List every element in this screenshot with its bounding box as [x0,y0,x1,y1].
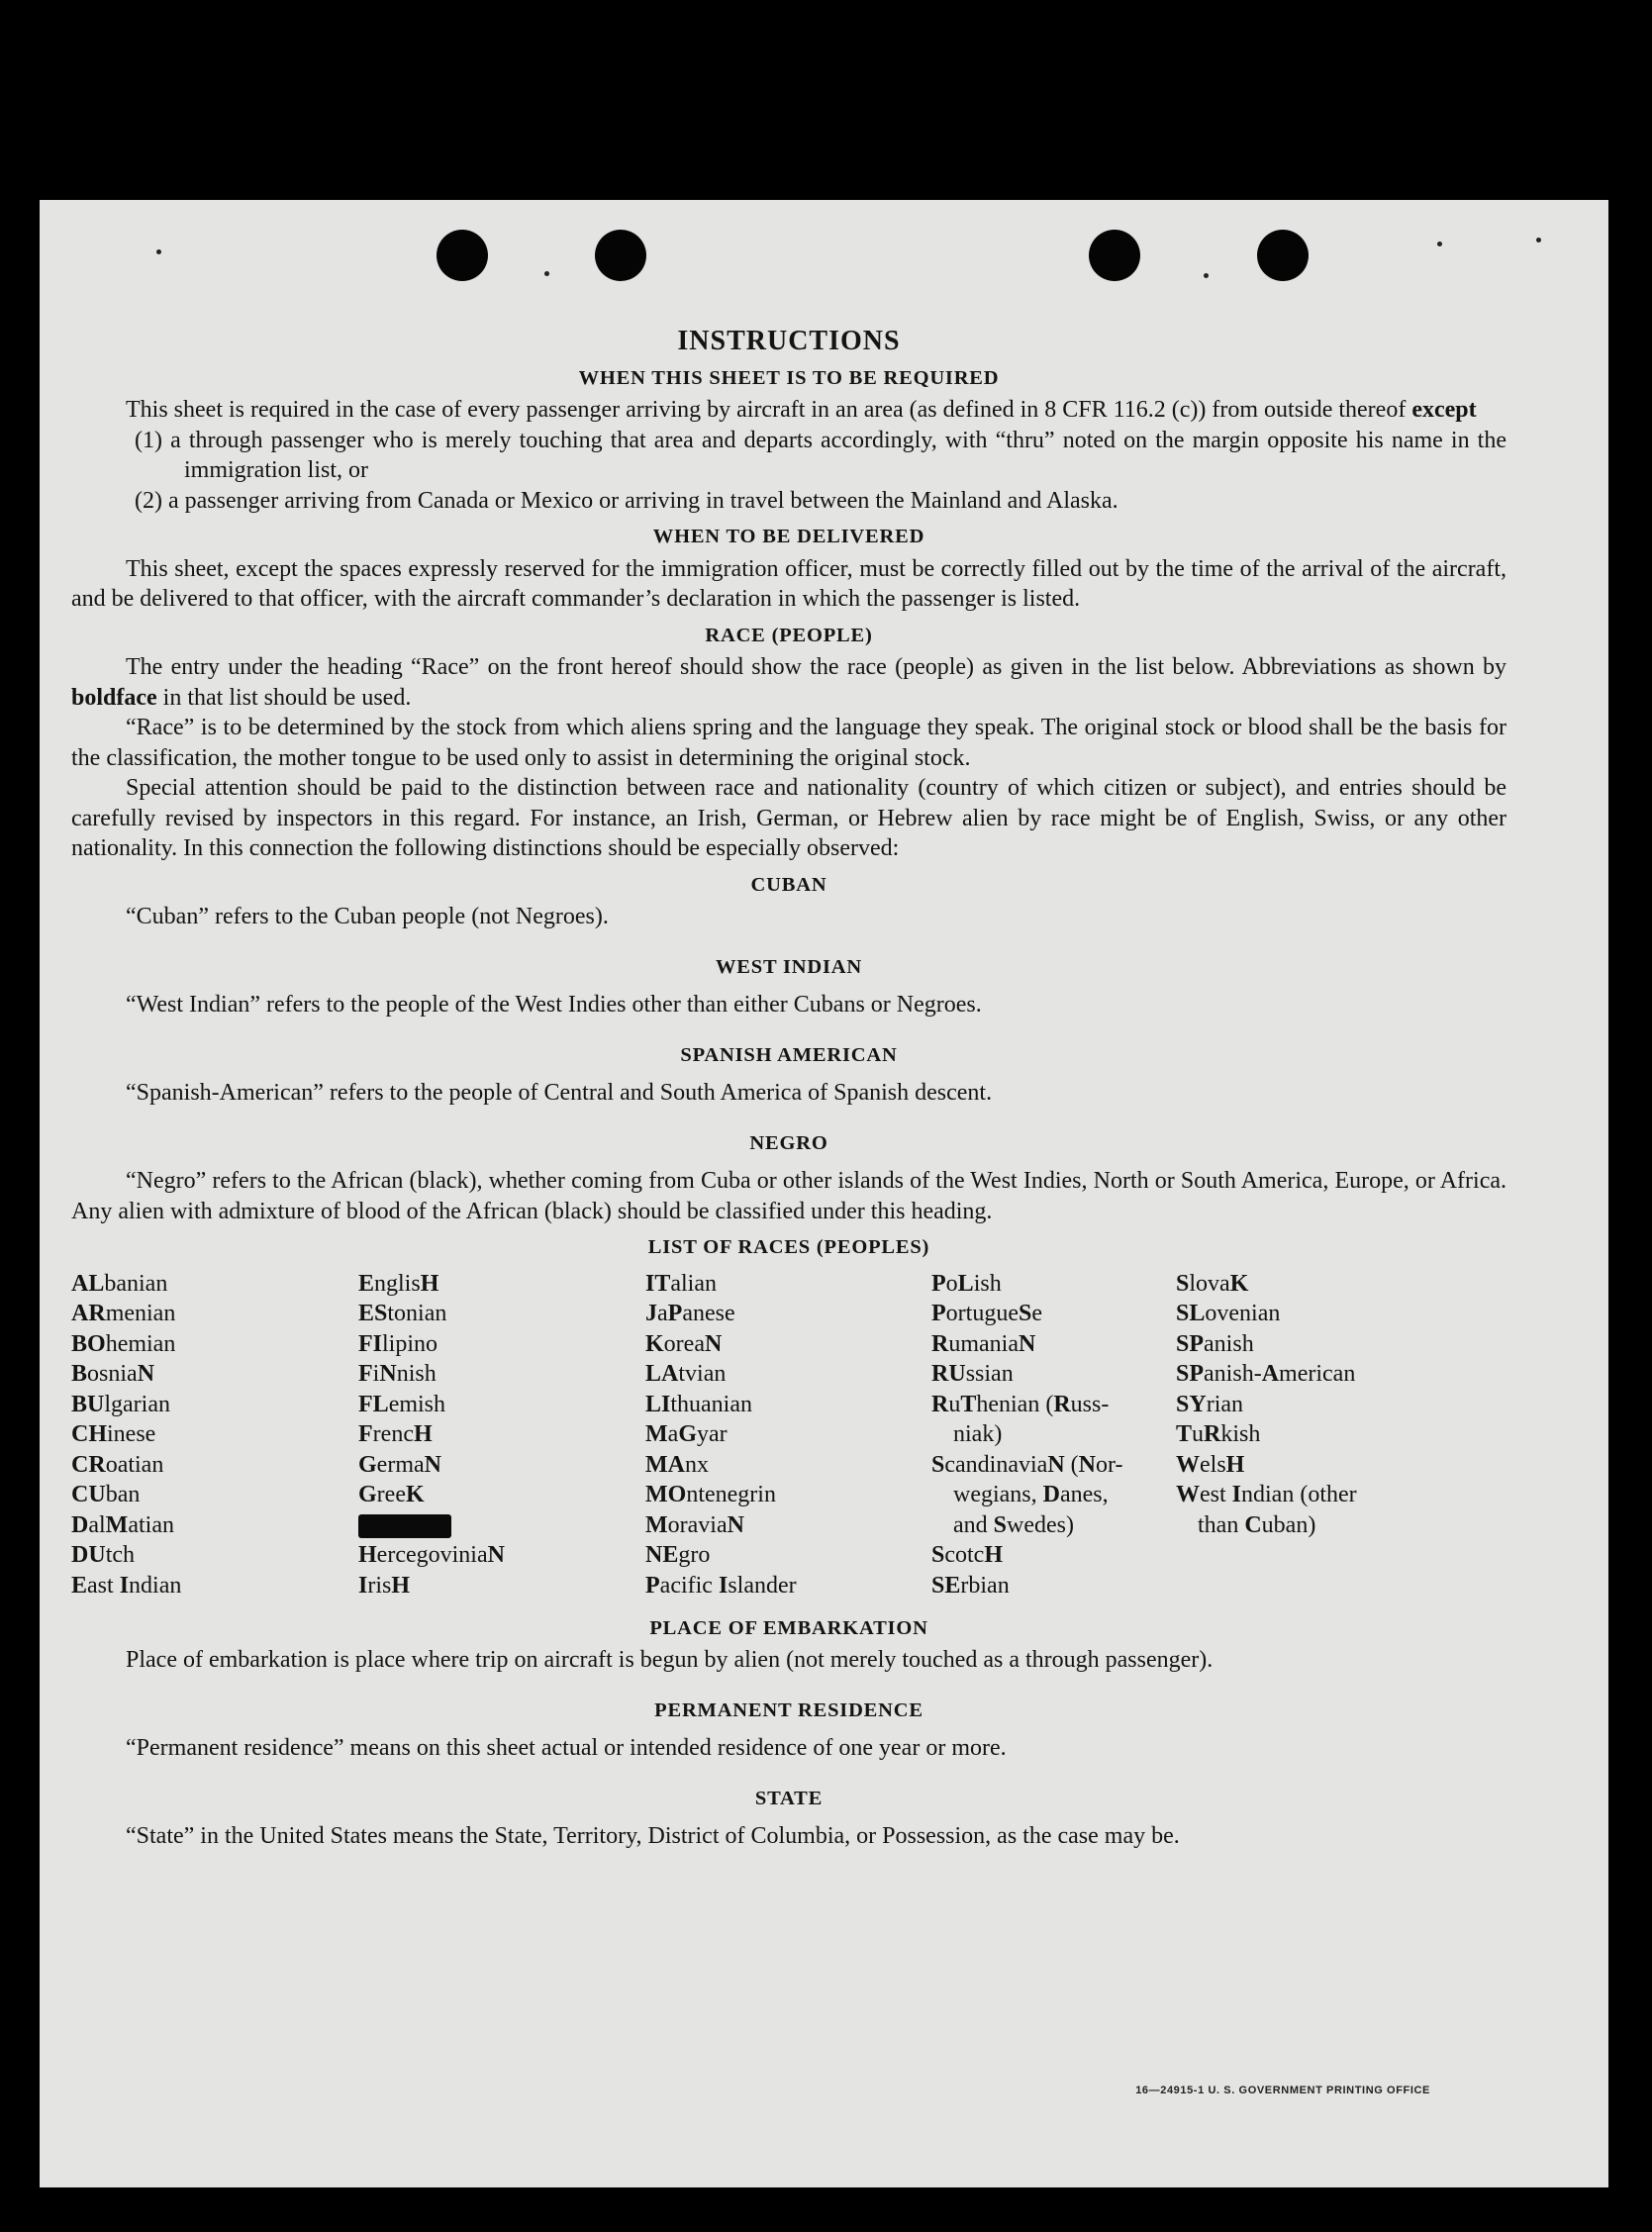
race-entry: FrencH [358,1421,433,1447]
race-entry: FiNnish [358,1361,437,1387]
race-entry: SlovaK [1176,1270,1249,1297]
race-paragraph-2: “Race” is to be determined by the stock from which aliens spring and the language they speak. The original stock or blood shall be the basis for the classification, the mother tongue to be used only to assist in determining the original stock. [71,715,1506,771]
instruction-sheet [40,200,1608,2187]
race-entry: West Indian (other [1176,1482,1357,1507]
cuban-text: “Cuban” refers to the Cuban people (not Negroes). [126,904,609,929]
speck [544,271,549,276]
redacted-entry [358,1510,505,1541]
when-delivered-text: This sheet, except the spaces expressly reserved for the immigration officer, must be correctly filled out by the time of the arrival of the aircraft, and be delivered to that officer, with the aircraft commander’s declaration in which the passenger is listed. [71,555,1506,612]
race-column-5 [1176,1269,1357,1541]
race-column-1 [71,1269,181,1601]
race-entry: GermaN [358,1451,441,1478]
race-entry: FLemish [358,1391,446,1417]
race-entry: ITalian [645,1270,717,1297]
west-indian-text: “West Indian” refers to the people of the West Indies other than either Cubans or Negroes. [126,992,982,1018]
punch-hole [595,230,646,281]
race-entry: SLovenian [1176,1301,1281,1326]
race-entry: DalMatian [71,1511,174,1538]
race-column-4 [931,1269,1123,1601]
race-entry: SErbian [931,1572,1010,1599]
exception-item-1: (1) a through passenger who is merely touching that area and departs accordingly, with “thru” noted on the margin opposite his name in the immigration list, or [135,427,1506,483]
race-entry: CRoatian [71,1451,164,1478]
race-entry: DUtch [71,1542,136,1568]
list-heading: LIST OF RACES (PEOPLES) [647,1236,930,1258]
race-paragraph-3: Special attention should be paid to the distinction between race and nationality (country of which citizen or subject), and entries should be carefully revised by inspectors in this regard. For instance, an Irish, German, or Hebrew alien by race might be of English, Swiss, or any other nationality. In this connection the following distinctions should be especially observed: [71,775,1506,861]
section-heading-negro: NEGRO [749,1131,828,1154]
race-entry: ARmenian [71,1301,176,1326]
race-entry: RuThenian (Russ- [931,1391,1110,1417]
race-entry: LAtvian [645,1361,727,1387]
race-entry: wegians, Danes, [953,1482,1109,1507]
race-entry: FIlipino [358,1330,438,1357]
race-entry: CHinese [71,1421,156,1447]
race-entry: GreeK [358,1482,425,1507]
section-heading-embarkation: PLACE OF EMBARKATION [649,1616,928,1639]
page-title: INSTRUCTIONS [677,326,901,356]
speck [156,249,161,254]
race-entry: MOntenegrin [645,1482,776,1507]
race-entry: JaPanese [645,1301,735,1326]
section-heading-when-required: WHEN THIS SHEET IS TO BE REQUIRED [578,366,1000,389]
race-paragraph-1: The entry under the heading “Race” on the front hereof should show the race (people) as given in the list below. Abbreviations as shown by boldface in that list should be used. [71,654,1506,711]
race-entry: WelsH [1176,1451,1245,1478]
section-heading-race: RACE (PEOPLE) [705,624,873,646]
race-entry: ScotcH [931,1542,1004,1568]
race-column-3 [645,1269,797,1601]
race-entry: SPanish-American [1176,1361,1356,1387]
negro-text: “Negro” refers to the African (black), whether coming from Cuba or other islands of the West Indies, North or South America, Europe, or Africa. Any alien with admixture of blood of the African (black) should be classified under this heading. [71,1168,1506,1224]
race-entry: than Cuban) [1198,1511,1316,1538]
race-entry: East Indian [71,1572,182,1599]
race-entry: SYrian [1176,1391,1244,1417]
speck [1204,273,1209,278]
race-entry: niak) [953,1421,1003,1447]
residence-text: “Permanent residence” means on this sheet actual or intended residence of one year or more. [126,1735,1007,1761]
section-heading-state: STATE [754,1787,824,1809]
section-heading-cuban: CUBAN [750,873,827,896]
race-entry: and Swedes) [953,1511,1074,1538]
race-entry: MoraviaN [645,1511,744,1538]
spanish-american-text: “Spanish-American” refers to the people of Central and South America of Spanish descent. [126,1080,993,1106]
race-entry: ScandinaviaN (Nor- [931,1451,1123,1478]
race-entry: BOhemian [71,1330,176,1357]
race-entry: NEgro [645,1542,711,1568]
race-entry: RumaniaN [931,1330,1036,1357]
race-list [71,1269,1506,1607]
race-entry: PoLish [931,1270,1002,1297]
race-entry: TuRkish [1176,1421,1261,1447]
exception-item-2: (2) a passenger arriving from Canada or Mexico or arriving in travel between the Mainland and Alaska. [135,487,1118,514]
race-entry: BosniaN [71,1361,155,1387]
section-heading-residence: PERMANENT RESIDENCE [654,1698,923,1721]
race-entry: RUssian [931,1361,1014,1387]
race-entry: PortugueSe [931,1301,1042,1326]
race-entry: MAnx [645,1451,709,1478]
when-required-text: This sheet is required in the case of every passenger arriving by aircraft in an area (as defined in 8 CFR 116.2 (c)) from outside thereof except [126,397,1477,423]
printing-office-code: 16—24915-1 U. S. GOVERNMENT PRINTING OFFICE [1135,2085,1430,2096]
race-entry: IrisH [358,1572,411,1599]
race-entry: SPanish [1176,1330,1254,1357]
punch-hole [1089,230,1140,281]
instructions-content [71,325,1506,1852]
race-entry: MaGyar [645,1421,728,1447]
race-column-2 [358,1269,505,1601]
race-entry: KoreaN [645,1330,723,1357]
speck [1536,238,1541,243]
race-entry: Pacific Islander [645,1572,797,1599]
race-entry: EStonian [358,1301,447,1326]
embarkation-text: Place of embarkation is place where trip on aircraft is begun by alien (not merely touched as a through passenger). [126,1647,1214,1673]
section-heading-west-indian: WEST INDIAN [716,955,862,978]
race-entry: BUlgarian [71,1391,170,1417]
punch-hole [1257,230,1309,281]
race-entry: CUban [71,1482,141,1507]
race-entry: EnglisH [358,1270,439,1297]
speck [1437,242,1442,246]
punch-hole [437,230,488,281]
race-entry: HercegoviniaN [358,1542,505,1568]
race-entry: LIthuanian [645,1391,752,1417]
race-entry: ALbanian [71,1270,168,1297]
section-heading-when-delivered: WHEN TO BE DELIVERED [652,526,925,547]
state-text: “State” in the United States means the State, Territory, District of Columbia, or Possession, as the case may be. [126,1823,1180,1849]
section-heading-spanish-american: SPANISH AMERICAN [680,1043,898,1066]
